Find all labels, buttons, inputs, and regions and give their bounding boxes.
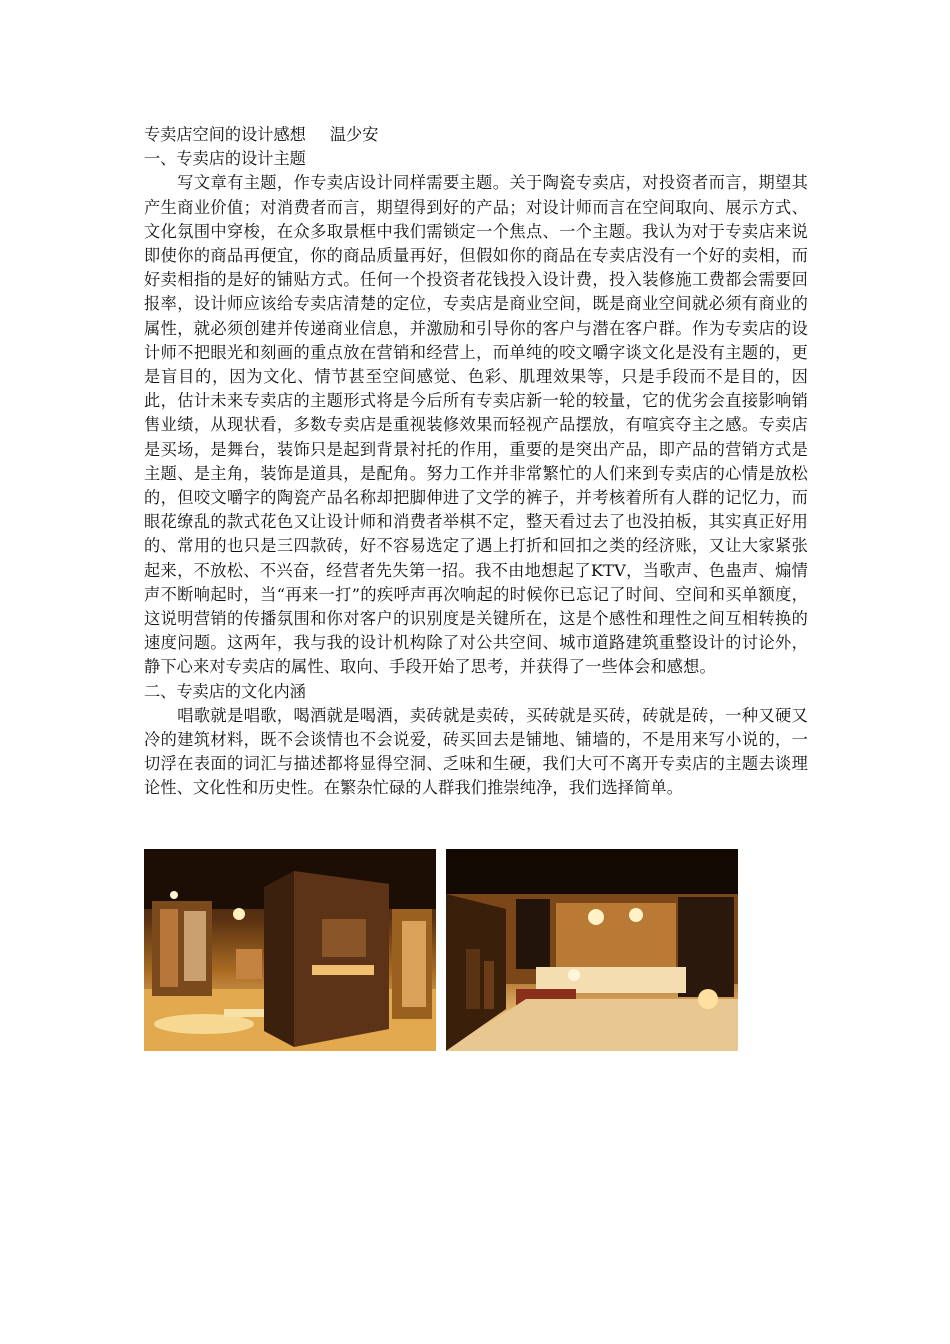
showroom-illustration-left [144,849,436,1051]
showroom-photo-left [144,849,436,1051]
showroom-photo-right [446,849,738,1051]
section-2-paragraph [144,704,808,801]
section-2-heading: 二、专卖店的文化内涵 [144,681,306,701]
document-author: 温少安 [329,125,379,144]
document-title-line [144,123,808,147]
section-1-heading: 一、专卖店的设计主题 [144,149,306,169]
document-page [144,123,808,801]
photo-row [144,849,738,1051]
section-2-text: 唱歌就是唱歌，喝酒就是喝酒，卖砖就是卖砖，买砖就是买砖，砖就是砖，一种又硬又冷的建筑材料，既不会谈情也不会说爱，砖买回去是铺地、铺墙的，不是用来写小说的，一切浮在表面的词汇与描述都将显得空洞、乏味和生硬，我们大可不离开专卖店的主题去谈理论性、文化性和历史性。在繁杂忙碌的人群我们推崇纯净，我们选择简单。 [144,705,808,798]
document-title: 专卖店空间的设计感想 [144,125,306,144]
section-1-paragraph [144,171,808,679]
section-1-text: 写文章有主题，作专卖店设计同样需要主题。关于陶瓷专卖店，对投资者而言，期望其产生商业价值；对消费者而言，期望得到好的产品；对设计师而言在空间取向、展示方式、文化氛围中穿梭，在众多取景框中我们需锁定一个焦点、一个主题。我认为对于专卖店来说即使你的商品再便宜，你的商品质量再好，但假如你的商品在专卖店没有一个好的卖相，而好卖相指的是好的铺贴方式。任何一个投资者花钱投入设计费，投入装修施工费都会需要回报率，设计师应该给专卖店清楚的定位，专卖店是商业空间，既是商业空间就必须有商业的属性，就必须创建并传递商业信息，并激励和引导你的客户与潜在客户群。作为专卖店的设计师不把眼光和刻画的重点放在营销和经营上，而单纯的咬文嚼字谈文化是没有主题的，更是盲目的，因为文化、情节甚至空间感觉、色彩、肌理效果等，只是手段而不是目的，因此，估计未来专卖店的主题形式将是今后所有专卖店新一轮的较量，它的优劣会直接影响销售业绩，从现状看，多数专卖店是重视装修效果而轻视产品摆放，有喧宾夺主之感。专卖店是买场，是舞台，装饰只是起到背景衬托的作用，重要的是突出产品，即产品的营销方式是主题、是主角，装饰是道具，是配角。努力工作并非常繁忙的人们来到专卖店的心情是放松的，但咬文嚼字的陶瓷产品名称却把脚伸进了文学的裤子，并考核着所有人群的记忆力，而眼花缭乱的款式花色又让设计师和消费者举棋不定，整天看过去了也没拍板，其实真正好用的、常用的也只是三四款砖，好不容易选定了遇上打折和回扣之类的经济账，又让大家紧张起来，不放松、不兴奋，经营者先失第一招。我不由地想起了KTV，当歌声、色蛊声、煽情声不断响起时，当“再来一打”的疾呼声再次响起的时候你已忘记了时间、空间和买单额度，这说明营销的传播氛围和你对客户的识别度是关键所在，这是个感性和理性之间互相转换的速度问题。这两年，我与我的设计机构除了对公共空间、城市道路建筑重整设计的讨论外，静下心来对专卖店的属性、取向、手段开始了思考，并获得了一些体会和感想。 [144,173,808,677]
showroom-illustration-right [446,849,738,1051]
